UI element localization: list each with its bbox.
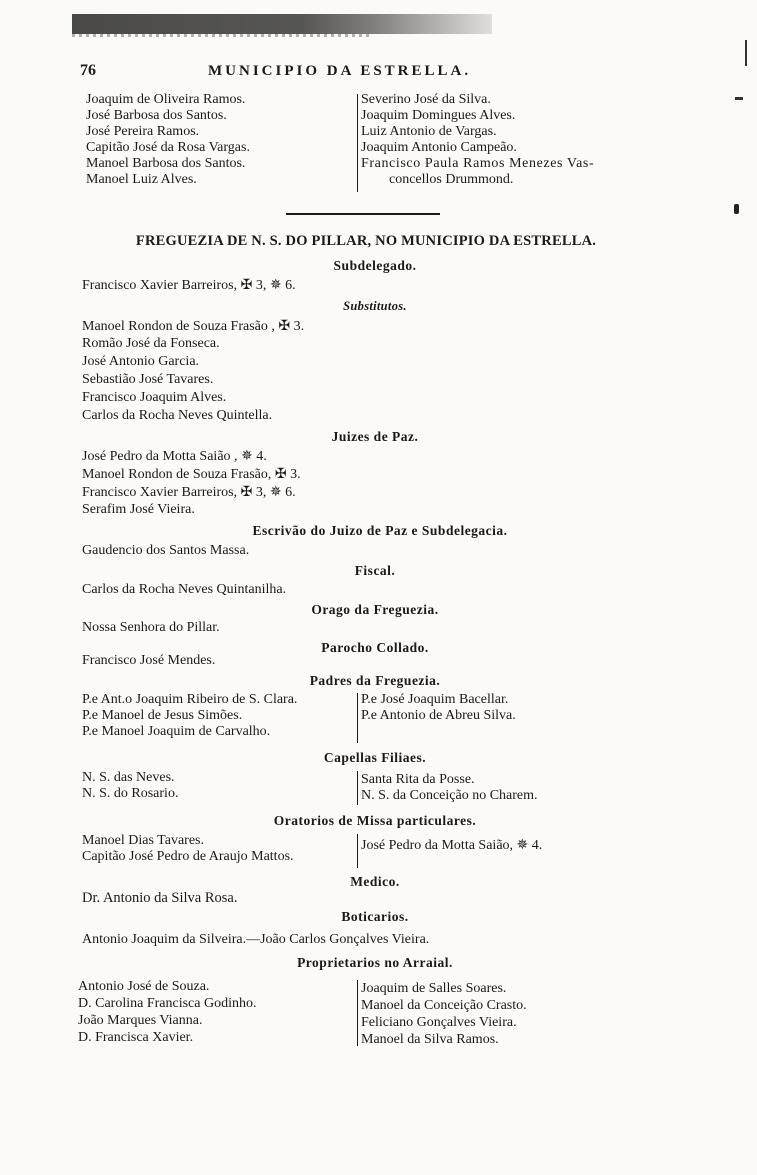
section-heading-boticarios: Boticarios.: [341, 909, 409, 924]
column-divider: [357, 834, 358, 868]
section-heading-subdelegado: Subdelegado.: [333, 258, 417, 273]
running-title: MUNICIPIO DA ESTRELLA.: [208, 63, 472, 79]
boticarios-line: Antonio Joaquim da Silveira.—João Carlos Gonçalves Vieira.: [82, 932, 430, 947]
list-item: Joaquim de Oliveira Ramos.: [86, 92, 246, 107]
top-right-name-list: [361, 92, 611, 188]
list-item: Joaquim Antonio Campeão.: [361, 140, 517, 155]
oratorios-right-list: [361, 838, 542, 854]
section-heading-orago: Orago da Freguezia.: [311, 602, 439, 617]
proprietarios-right-list: [361, 980, 527, 1048]
list-item: José Pereira Ramos.: [86, 124, 200, 139]
proprietarios-left-list: [78, 978, 256, 1046]
substituto-line: Sebastião José Tavares.: [82, 372, 214, 387]
section-heading-medico: Medico.: [350, 874, 400, 889]
oratorios-left-list: [82, 833, 294, 865]
juiz-line: Manoel Rondon de Souza Frasão, ✠ 3.: [82, 467, 301, 482]
top-left-name-list: [86, 92, 250, 188]
orago-line: Nossa Senhora do Pillar.: [82, 620, 220, 635]
parish-title: FREGUEZIA DE N. S. DO PILLAR, NO MUNICIPIO DA ESTRELLA.: [135, 233, 597, 249]
scan-speck: [735, 97, 743, 100]
list-item: Manoel Luiz Alves.: [86, 172, 197, 187]
list-item: José Barbosa dos Santos.: [86, 108, 227, 123]
list-item: D. Carolina Francisca Godinho.: [78, 996, 257, 1011]
substituto-line: Francisco Joaquim Alves.: [82, 390, 227, 405]
list-item: N. S. do Rosario.: [82, 786, 179, 801]
column-divider: [357, 693, 358, 743]
juiz-line: Francisco Xavier Barreiros, ✠ 3, ✵ 6.: [82, 485, 296, 500]
parocho-line: Francisco José Mendes.: [82, 653, 216, 668]
list-item: Manoel Dias Tavares.: [82, 833, 205, 848]
list-item: P.e Ant.o Joaquim Ribeiro de S. Clara.: [82, 692, 298, 707]
section-heading-parocho: Parocho Collado.: [321, 640, 429, 655]
list-item: P.e José Joaquim Bacellar.: [361, 692, 509, 707]
section-heading-juizes: Juizes de Paz.: [331, 429, 419, 444]
section-heading-padres: Padres da Freguezia.: [309, 673, 441, 688]
substituto-line: Romão José da Fonseca.: [82, 336, 220, 351]
list-item: Manoel Barbosa dos Santos.: [86, 156, 246, 171]
list-item: P.e Antonio de Abreu Silva.: [361, 708, 516, 723]
list-item: João Marques Vianna.: [78, 1013, 203, 1028]
section-heading-fiscal: Fiscal.: [354, 563, 396, 578]
capellas-right-list: [361, 772, 538, 804]
list-item: Capitão José da Rosa Vargas.: [86, 140, 250, 155]
substituto-line: José Antonio Garcia.: [82, 354, 200, 369]
padres-left-list: [82, 692, 297, 740]
list-item: Santa Rita da Posse.: [361, 772, 475, 787]
padres-right-list: [361, 692, 516, 724]
substituto-line: Carlos da Rocha Neves Quintella.: [82, 408, 273, 423]
section-divider-rule: [286, 213, 440, 215]
list-item: Severino José da Silva.: [361, 92, 491, 107]
list-item: Capitão José Pedro de Araujo Mattos.: [82, 849, 294, 864]
list-item: Antonio José de Souza.: [78, 979, 210, 994]
subdelegado-line: Francisco Xavier Barreiros, ✠ 3, ✵ 6.: [82, 278, 296, 293]
substituto-line: Manoel Rondon de Souza Frasão , ✠ 3.: [82, 319, 305, 334]
list-item: P.e Manoel Joaquim de Carvalho.: [82, 724, 271, 739]
list-item: N. S. das Neves.: [82, 770, 175, 785]
list-item: concellos Drummond.: [389, 172, 514, 187]
list-item: Francisco Paula Ramos Menezes Vas-: [361, 156, 595, 171]
scan-speck: [734, 204, 739, 214]
list-item: José Pedro da Motta Saião, ✵ 4.: [361, 838, 543, 853]
medico-line: Dr. Antonio da Silva Rosa.: [82, 890, 238, 906]
list-item: Feliciano Gonçalves Vieira.: [361, 1015, 517, 1030]
list-item: P.e Manoel de Jesus Simões.: [82, 708, 243, 723]
column-divider: [357, 980, 358, 1046]
list-item: D. Francisca Xavier.: [78, 1030, 194, 1045]
section-heading-oratorios: Oratorios de Missa particulares.: [273, 813, 477, 828]
section-heading-capellas: Capellas Filiaes.: [323, 750, 427, 765]
page-number: 76: [80, 62, 96, 79]
list-item: Joaquim de Salles Soares.: [361, 981, 507, 996]
escrivao-line: Gaudencio dos Santos Massa.: [82, 543, 250, 558]
list-item: N. S. da Conceição no Charem.: [361, 788, 538, 803]
page-top-scan-band: [72, 14, 492, 34]
page-header: [80, 62, 550, 84]
list-item: Joaquim Domingues Alves.: [361, 108, 516, 123]
scan-speck: [745, 40, 747, 66]
section-heading-substitutos: Substitutos.: [343, 299, 407, 313]
section-heading-escrivao: Escrivão do Juizo de Paz e Subdelegacia.: [252, 523, 508, 538]
juiz-line: José Pedro da Motta Saião , ✵ 4.: [82, 449, 267, 464]
juiz-line: Serafim José Vieira.: [82, 502, 195, 517]
list-item: Luiz Antonio de Vargas.: [361, 124, 497, 139]
list-item: Manoel da Conceição Crasto.: [361, 998, 527, 1013]
fiscal-line: Carlos da Rocha Neves Quintanilha.: [82, 582, 287, 597]
capellas-left-list: [82, 770, 178, 802]
section-heading-proprietarios: Proprietarios no Arraial.: [297, 955, 453, 970]
list-item: Manoel da Silva Ramos.: [361, 1032, 499, 1047]
column-divider: [357, 771, 358, 805]
column-divider: [357, 94, 358, 192]
page-top-scan-dashes: [72, 34, 372, 37]
